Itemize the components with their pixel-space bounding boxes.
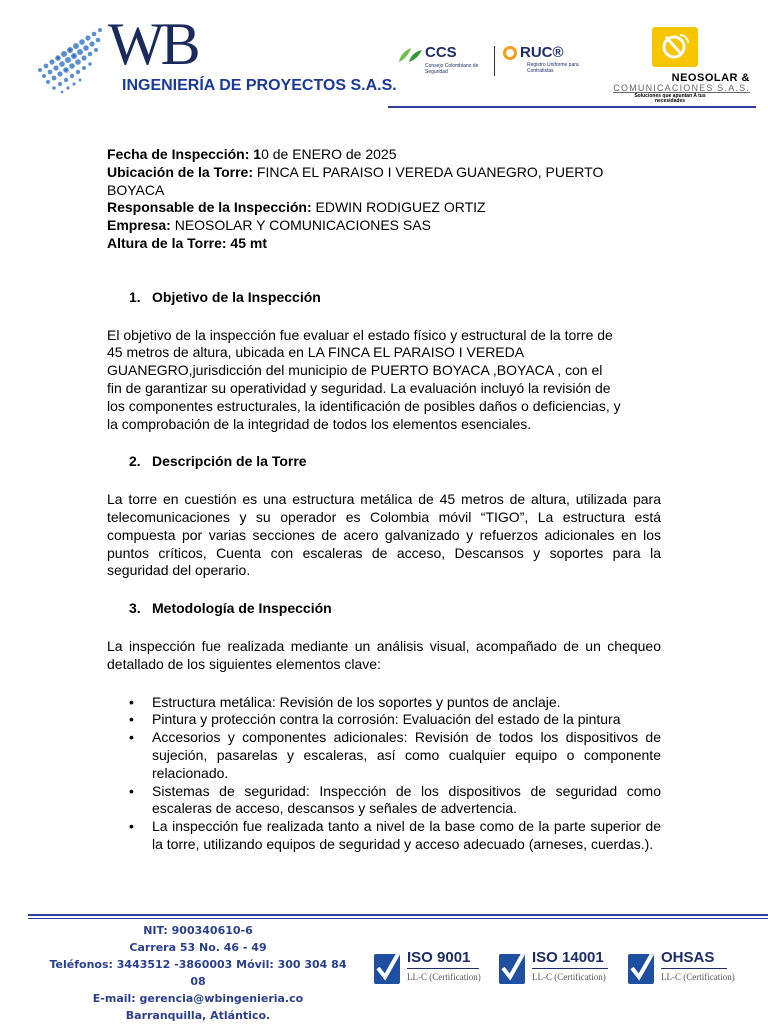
location-value-cont: BOYACA xyxy=(107,181,165,198)
paragraph-line: fin de garantizar su operatividad y seguridad. La evaluación incluyó la revisión de xyxy=(107,379,611,396)
list-item xyxy=(129,693,661,712)
document-body xyxy=(107,146,661,854)
section-title: Metodología de Inspección xyxy=(152,600,332,617)
bullet-icon: • xyxy=(129,711,134,728)
checkmark-icon xyxy=(499,950,525,984)
certification-rule xyxy=(661,968,727,969)
section-title: Descripción de la Torre xyxy=(152,453,307,470)
certification-badge xyxy=(628,950,738,986)
section-number: 2. xyxy=(129,453,141,470)
list-item xyxy=(129,818,661,854)
company-logo-text: WB xyxy=(108,11,197,77)
inspection-items-list xyxy=(107,694,661,854)
footer-city: Barranquilla, Atlántico. xyxy=(125,1009,271,1022)
location-value: FINCA EL PARAISO I VEREDA GUANEGRO, PUERTO xyxy=(256,163,604,180)
footer-divider-thin xyxy=(28,918,768,919)
section-heading xyxy=(107,453,661,471)
location-label: Ubicación de la Torre: xyxy=(107,163,253,180)
bullet-icon: • xyxy=(129,693,134,710)
ccs-caption: Consejo Colombiano de Seguridad xyxy=(425,63,479,75)
certification-name: ISO 14001 xyxy=(532,949,604,966)
list-item xyxy=(129,711,661,729)
location-line-cont xyxy=(107,182,661,200)
certification-badge xyxy=(374,950,494,986)
section-paragraph: La torre en cuestión es una estructura metálica de 45 metros de altura, utilizada para telecomunicaciones y su operador es Colombia móvil “TIGO”, La estructura está compuesta por varias secciones de acero galvanizado y refuerzos adicionales en los puntos críticos, Cuenta con escaleras de acceso, Descansos y soportes para la seguridad del operario. xyxy=(107,491,661,579)
paragraph-line: El objetivo de la inspección fue evaluar el estado físico y estructural de la torre de xyxy=(107,326,613,343)
certification-caption: LL-C (Certification) xyxy=(407,972,481,982)
certification-rule xyxy=(407,968,479,969)
footer-address: Carrera 53 No. 46 - 49 xyxy=(129,941,267,954)
paragraph-line: la comprobación de la integridad de todos los elementos esenciales. xyxy=(107,415,532,432)
ruc-ring-icon xyxy=(503,46,517,60)
location-line xyxy=(107,164,661,182)
date-line xyxy=(107,146,661,164)
footer-divider xyxy=(28,914,768,916)
ruc-caption: Registro Uniforme para Contratistas xyxy=(527,62,579,74)
bullet-icon: • xyxy=(129,782,134,799)
paragraph-line: 45 metros de altura, ubicada en LA FINCA EL PARAISO I VEREDA xyxy=(107,344,525,361)
section-heading xyxy=(107,289,661,307)
list-item-text: Pintura y protección contra la corrosión: Evaluación del estado de la pintura xyxy=(152,711,621,728)
paragraph-line: GUANEGRO,jurisdicción del municipio de PUERTO BOYACA ,BOYACA , con el xyxy=(107,362,603,379)
section-title: Objetivo de la Inspección xyxy=(152,288,321,305)
date-value-bold: 1 xyxy=(253,146,262,162)
list-item xyxy=(129,782,661,819)
company-name: INGENIERÍA DE PROYECTOS S.A.S. xyxy=(122,77,397,94)
certification-name: ISO 9001 xyxy=(407,949,471,966)
section-paragraph xyxy=(107,327,661,434)
footer-nit: NIT: 900340610-6 xyxy=(143,924,253,937)
bullet-icon: • xyxy=(129,729,134,746)
certification-rule xyxy=(532,968,608,969)
certification-caption: LL-C (Certification) xyxy=(532,972,606,982)
neosolar-logo-icon xyxy=(652,27,698,67)
list-item-text: Accesorios y componentes adicionales: Revisión de todos los dispositivos de sujeción, pasarelas y escaleras, así como cualquier equipo o componente relacionado. xyxy=(152,729,661,781)
company-line xyxy=(107,217,661,235)
checkmark-icon xyxy=(628,950,654,984)
header-divider xyxy=(388,106,756,108)
satellite-dish-icon xyxy=(652,27,698,67)
inspection-info xyxy=(107,146,661,253)
date-label: Fecha de Inspección: xyxy=(107,146,250,162)
checkmark-icon xyxy=(374,950,400,984)
section-number: 3. xyxy=(129,600,141,617)
responsible-line xyxy=(107,199,661,217)
leaf-icon xyxy=(397,46,423,64)
certification-badge xyxy=(499,950,619,986)
neosolar-slogan: Soluciones que apuntan A tus necesidades xyxy=(634,93,706,104)
ruc-name: RUC® xyxy=(520,44,564,61)
tower-height: Altura de la Torre: 45 mt xyxy=(107,234,268,251)
bullet-icon: • xyxy=(129,818,134,835)
footer-contact xyxy=(40,922,356,1024)
ruc-logo xyxy=(503,44,588,84)
certification-caption: LL-C (Certification) xyxy=(661,972,735,982)
footer-email: E-mail: gerencia@wbingenieria.co xyxy=(92,992,304,1005)
section-paragraph: La inspección fue realizada mediante un análisis visual, acompañado de un chequeo detallado de los siguientes elementos clave: xyxy=(107,637,661,672)
ccs-name: CCS xyxy=(425,44,457,61)
responsible-value: EDWIN RODIGUEZ ORTIZ xyxy=(315,199,486,216)
section-heading xyxy=(107,600,661,618)
list-item-text: Sistemas de seguridad: Inspección de los dispositivos de seguridad como escaleras de acceso, descansos y señales de advertencia. xyxy=(152,782,661,817)
responsible-label: Responsable de la Inspección: xyxy=(107,199,312,216)
ccs-logo xyxy=(397,44,489,84)
paragraph-line: los componentes estructurales, la identificación de posibles daños o deficiencias, y xyxy=(107,397,621,414)
certification-name: OHSAS xyxy=(661,949,715,966)
company-label: Empresa: xyxy=(107,217,171,234)
neosolar-name: NEOSOLAR & xyxy=(671,72,750,84)
footer-phones: Teléfonos: 3443512 -3860003 Móvil: 300 304 84 08 xyxy=(49,958,347,988)
company-value: NEOSOLAR Y COMUNICACIONES SAS xyxy=(174,217,431,234)
list-item xyxy=(129,729,661,782)
list-item-text: La inspección fue realizada tanto a nivel de la base como de la parte superior de la torre, utilizando equipos de seguridad y acceso adecuado (arneses, cuerdas.). xyxy=(152,818,661,852)
list-item-text: Estructura metálica: Revisión de los soportes y puntos de anclaje. xyxy=(152,693,561,710)
logo-divider xyxy=(494,46,495,76)
date-value: 0 de ENERO de 2025 xyxy=(261,146,397,162)
neosolar-subtitle: COMUNICACIONES S.A.S. xyxy=(613,83,750,93)
section-number: 1. xyxy=(129,288,141,305)
